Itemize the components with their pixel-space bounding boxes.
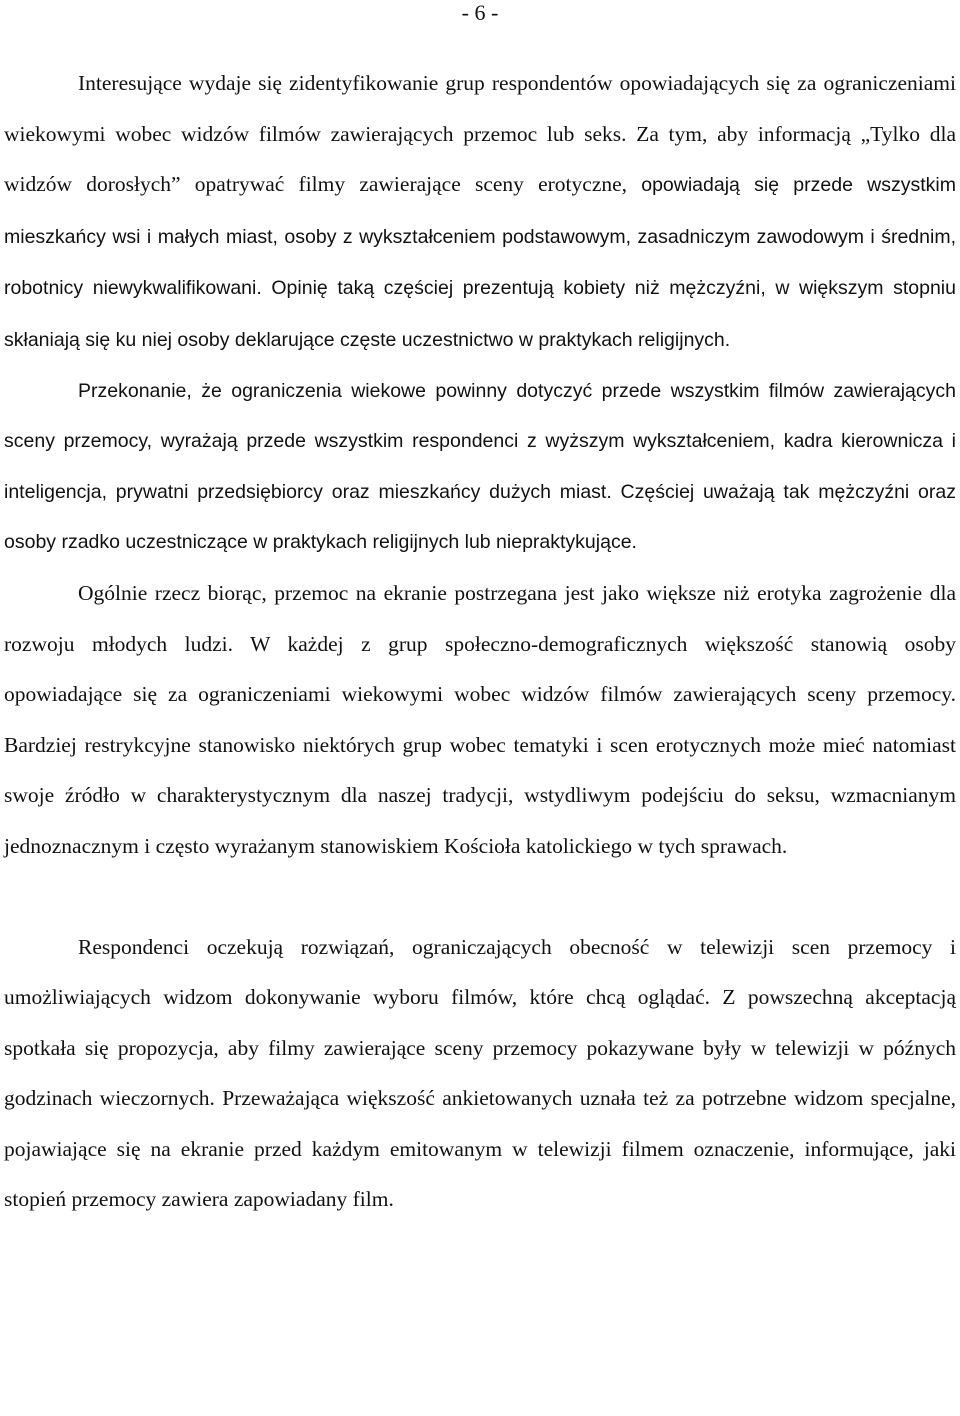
paragraph-1: [4, 58, 956, 366]
paragraph-gap: [4, 872, 956, 922]
paragraph-1-text-serif: Interesujące wydaje się zidentyfikowanie grup respondentów opowiadających się za ograniczeniami wiekowymi wobec widzów filmów zawierających przemoc lub seks. Za tym, aby informacją „Tylko dla widzów dorosłych” opatrywać filmy zawierające sceny erotyczne,: [4, 71, 956, 197]
paragraph-3: [4, 568, 956, 872]
paragraph-4: [4, 922, 956, 1226]
paragraph-4-text: Respondenci oczekują rozwiązań, ograniczających obecność w telewizji scen przemocy i umożliwiających widzom dokonywanie wyboru filmów, które chcą oglądać. Z powszechną akceptacją spotkała się propozycja, aby filmy zawierające sceny przemocy pokazywane były w telewizji w późnych godzinach wieczornych. Przeważająca większość ankietowanych uznała też za potrzebne widzom specjalne, pojawiające się na ekranie przed każdym emitowanym w telewizji filmem oznaczenie, informujące, jaki stopień przemocy zawiera zapowiadany film.: [4, 934, 956, 1212]
paragraph-1-text-sans: opowiadają się przede wszystkim mieszkańcy wsi i małych miast, osoby z wykształceniem podstawowym, zasadniczym zawodowym i średnim, robotnicy niewykwalifikowani. Opinię taką częściej prezentują kobiety niż mężczyźni, w większym stopniu skłaniają się ku niej osoby deklarujące częste uczestnictwo w praktykach religijnych.: [4, 174, 956, 351]
paragraph-3-text: Ogólnie rzecz biorąc, przemoc na ekranie postrzegana jest jako większe niż erotyka zagrożenie dla rozwoju młodych ludzi. W każdej z grup społeczno-demograficznych większość stanowią osoby opowiadające się za ograniczeniami wiekowymi wobec widzów filmów zawierających sceny przemocy. Bardziej restrykcyjne stanowisko niektórych grup wobec tematyki i scen erotycznych może mieć natomiast swoje źródło w charakterystycznym dla naszej tradycji, wstydliwym podejściu do seksu, wzmacnianym jednoznacznym i często wyrażanym stanowiskiem Kościoła katolickiego w tych sprawach.: [4, 580, 956, 858]
document-body: [4, 58, 956, 1225]
paragraph-2: [4, 366, 956, 568]
paragraph-2-text: Przekonanie, że ograniczenia wiekowe powinny dotyczyć przede wszystkim filmów zawierających sceny przemocy, wyrażają przede wszystkim respondenci z wyższym wykształceniem, kadra kierownicza i inteligencja, prywatni przedsiębiorcy oraz mieszkańcy dużych miast. Częściej uważają tak mężczyźni oraz osoby rzadko uczestniczące w praktykach religijnych lub niepraktykujące.: [4, 379, 956, 554]
page-number: - 6 -: [461, 0, 499, 25]
